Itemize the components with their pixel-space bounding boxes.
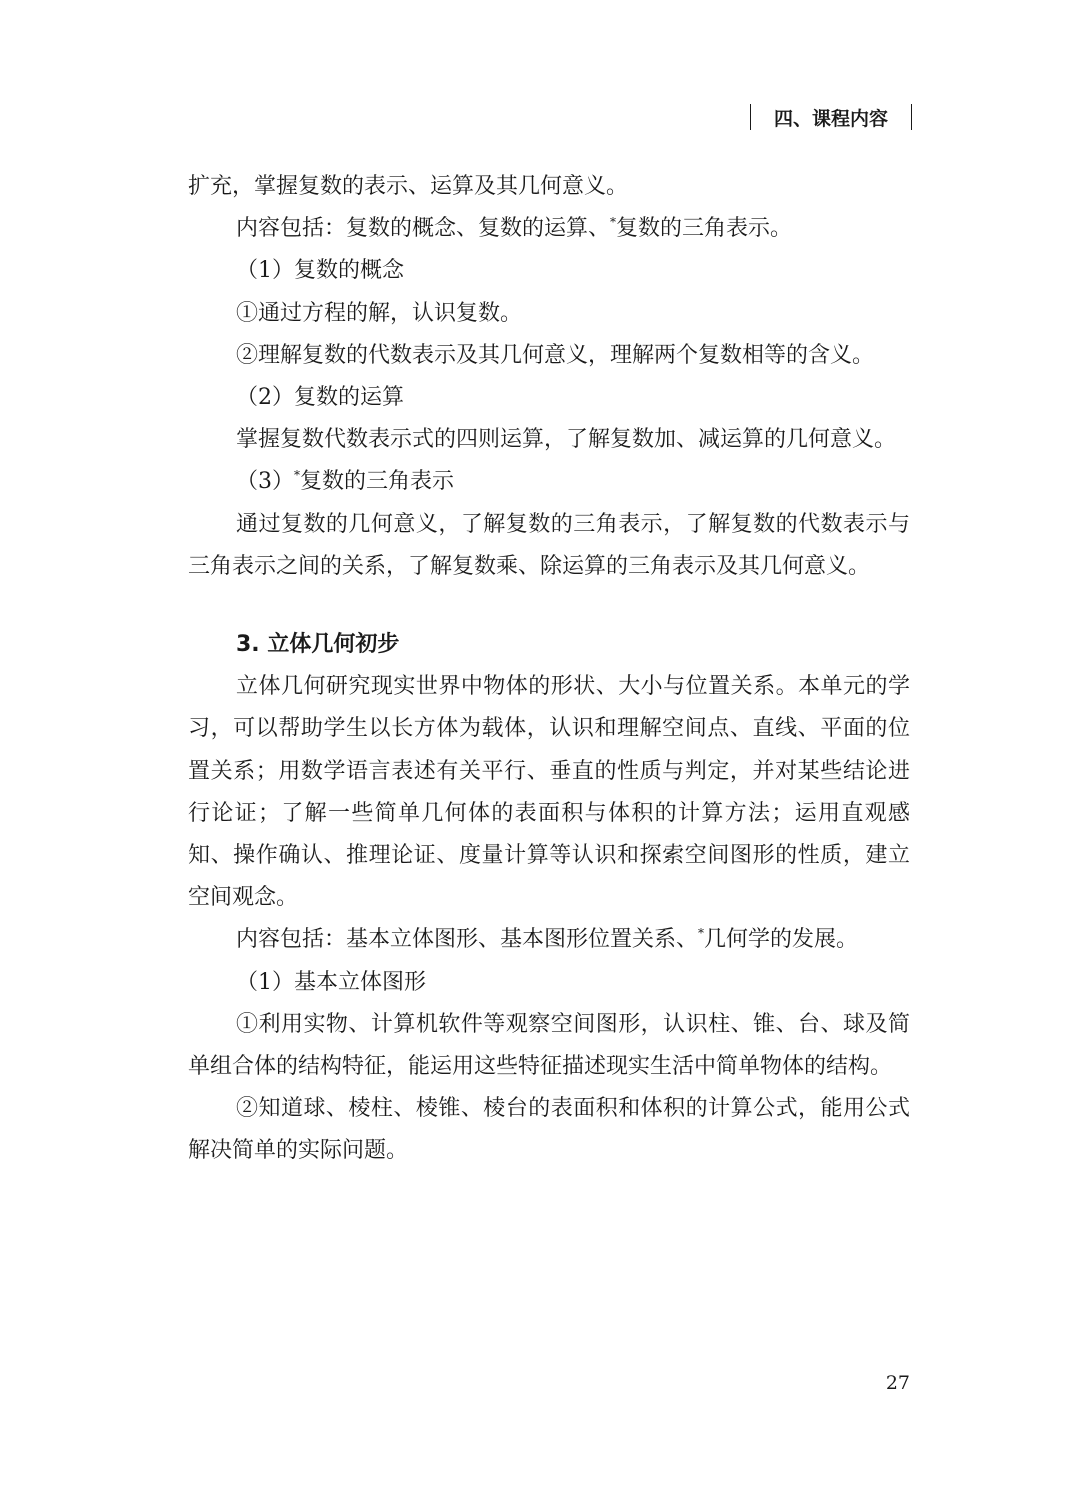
subsection-title: （1）基本立体图形 xyxy=(236,969,426,995)
paragraph-content-summary xyxy=(188,919,910,961)
paragraph-content-summary xyxy=(188,208,910,250)
paragraph: 通过复数的几何意义，了解复数的三角表示，了解复数的代数表示与三角表示之间的关系，了解复数乘、除运算的三角表示及其几何意义。 xyxy=(188,511,910,579)
page-number: 27 xyxy=(885,1372,910,1394)
summary-text: 内容包括：基本立体图形、基本图形位置关系、 xyxy=(236,927,699,953)
summary-text-end: 几何学的发展。 xyxy=(704,927,859,953)
list-item: ①通过方程的解，认识复数。 xyxy=(236,300,523,326)
chapter-title: 四、课程内容 xyxy=(773,107,888,130)
optional-marker: * xyxy=(698,926,705,941)
list-item: ②知道球、棱柱、棱锥、棱台的表面积和体积的计算公式，能用公式解决简单的实际问题。 xyxy=(188,1096,910,1164)
list-item: ①利用实物、计算机软件等观察空间图形，认识柱、锥、台、球及简单组合体的结构特征，能运用这些特征描述现实生活中简单物体的结构。 xyxy=(188,1011,910,1080)
subsection-label: 复数的三角表示 xyxy=(300,469,455,495)
section-heading: 3. 立体几何初步 xyxy=(236,632,400,658)
header-left-rule xyxy=(750,104,751,130)
optional-marker: * xyxy=(610,215,617,230)
summary-text-end: 复数的三角表示。 xyxy=(616,216,793,242)
list-item: ②理解复数的代数表示及其几何意义，理解两个复数相等的含义。 xyxy=(236,342,875,368)
page-body xyxy=(188,166,910,1173)
paragraph-continuation: 扩充，掌握复数的表示、运算及其几何意义。 xyxy=(188,174,629,199)
summary-text: 内容包括：复数的概念、复数的运算、 xyxy=(236,216,611,242)
subsection-number: （3） xyxy=(236,469,294,495)
paragraph: 掌握复数代数表示式的四则运算，了解复数加、减运算的几何意义。 xyxy=(236,427,897,453)
subsection-title: （2）复数的运算 xyxy=(236,385,404,411)
header-right-rule xyxy=(911,104,912,130)
subsection-title xyxy=(188,461,910,503)
paragraph: 立体几何研究现实世界中物体的形状、大小与位置关系。本单元的学习，可以帮助学生以长方体为载体，认识和理解空间点、直线、平面的位置关系；用数学语言表述有关平行、垂直的性质与判定，并对某些结论进行论证；了解一些简单几何体的表面积与体积的计算方法；运用直观感知、操作确认、推理论证、度量计算等认识和探索空间图形的性质，建立空间观念。 xyxy=(188,674,910,911)
subsection-title: （1）复数的概念 xyxy=(236,258,404,284)
running-header xyxy=(750,104,912,130)
optional-marker: * xyxy=(294,468,300,483)
